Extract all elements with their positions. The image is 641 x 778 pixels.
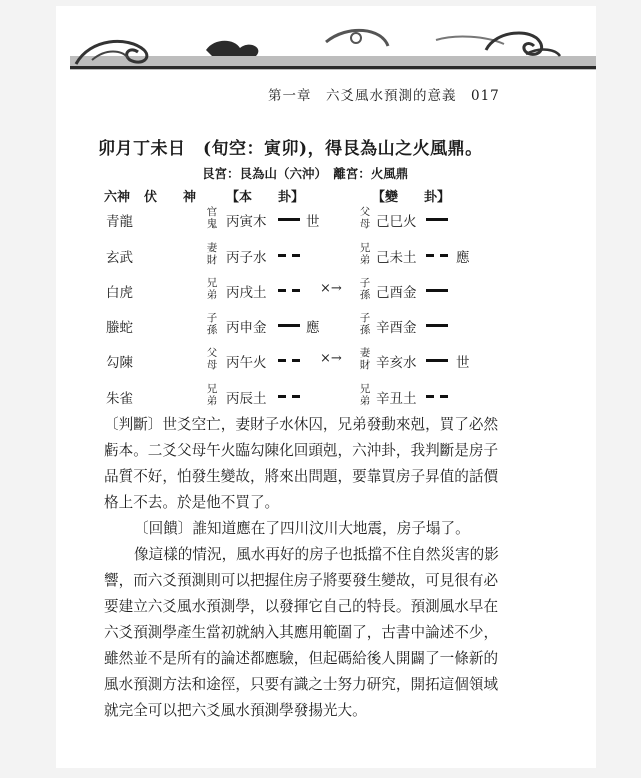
yang-line bbox=[426, 218, 448, 221]
paragraph-discussion: 像這樣的情況，風水再好的房子也抵擋不住自然災害的影響，而六爻預測則可以把握住房子將要發生變故，可見很有必要建立六爻風水預測學，以發揮它自己的特長。預測風水早在六爻預測學產生當初就納入其應用範圍了，古書中論述不少，雖然並不是所有的論述都應驗，但起碼給後人開闢了一條新的風水預測方法和途徑，只要有識之士努力研究，開拓這個領域就完全可以把六爻風水預測學發揚光大。 bbox=[104, 546, 499, 719]
header-main-hexagram: 【本 卦】 bbox=[226, 190, 305, 205]
header-fushen: 伏 神 bbox=[144, 190, 197, 205]
changed-branch: 己巳火 bbox=[376, 214, 417, 230]
moving-line-mark: ×→ bbox=[320, 351, 342, 366]
hexagram-row bbox=[0, 308, 641, 342]
paragraph-judgement: 〔判斷〕世爻空亡，妻財子水休囚，兄弟發動來剋，買了必然虧本。二爻父母午火臨勾陳化回頭剋，六沖卦，我判斷是房子品質不好，怕發生變故，將來出問題，要靠買房子昇值的話價格上不去。於是他不買了。 bbox=[104, 416, 499, 511]
case-title: 卯月丁未日 (旬空：寅卯)，得艮為山之火風鼎。 bbox=[98, 139, 483, 159]
kinship-label: 兄 弟 bbox=[206, 277, 218, 301]
kinship-label: 子 孫 bbox=[206, 312, 218, 336]
yin-line bbox=[278, 254, 300, 257]
kinship-label: 兄 弟 bbox=[359, 383, 371, 407]
six-god-label: 勾陳 bbox=[106, 355, 133, 371]
yin-line bbox=[278, 395, 300, 398]
decorative-cloud-header bbox=[56, 20, 596, 78]
six-god-label: 白虎 bbox=[106, 285, 133, 301]
palace-line: 艮宮：艮為山（六沖） 離宮：火風鼎 bbox=[202, 166, 409, 181]
kinship-label: 兄 弟 bbox=[206, 383, 218, 407]
yin-line bbox=[278, 359, 300, 362]
paragraph-feedback: 〔回饋〕誰知道應在了四川汶川大地震，房子塌了。 bbox=[134, 520, 470, 537]
six-god-label: 玄武 bbox=[106, 250, 133, 266]
kinship-label: 官 鬼 bbox=[206, 206, 218, 230]
changed-branch: 辛亥水 bbox=[376, 355, 417, 371]
yang-line bbox=[278, 324, 300, 327]
moving-line-mark: ×→ bbox=[320, 281, 342, 296]
hexagram-row bbox=[0, 238, 641, 272]
shi-ying-mark: 世 bbox=[456, 355, 470, 371]
changed-branch: 辛丑土 bbox=[376, 391, 417, 407]
kinship-label: 子 孫 bbox=[359, 312, 371, 336]
six-god-label: 螣蛇 bbox=[106, 320, 133, 336]
main-branch: 丙辰土 bbox=[226, 391, 267, 407]
main-branch: 丙午火 bbox=[226, 355, 267, 371]
shi-ying-mark: 世 bbox=[306, 214, 320, 230]
yang-line bbox=[426, 289, 448, 292]
changed-branch: 己未土 bbox=[376, 250, 417, 266]
yin-line bbox=[278, 289, 300, 292]
yang-line bbox=[426, 324, 448, 327]
hexagram-row bbox=[0, 273, 641, 307]
changed-branch: 己酉金 bbox=[376, 285, 417, 301]
shi-ying-mark: 應 bbox=[456, 250, 470, 266]
main-branch: 丙寅木 bbox=[226, 214, 267, 230]
hexagram-row bbox=[0, 343, 641, 377]
yang-line bbox=[426, 359, 448, 362]
main-branch: 丙戌土 bbox=[226, 285, 267, 301]
kinship-label: 妻 財 bbox=[206, 242, 218, 266]
hexagram-row bbox=[0, 202, 641, 236]
yin-line bbox=[426, 395, 448, 398]
changed-branch: 辛酉金 bbox=[376, 320, 417, 336]
kinship-label: 父 母 bbox=[206, 347, 218, 371]
shi-ying-mark: 應 bbox=[306, 320, 320, 336]
main-branch: 丙子水 bbox=[226, 250, 267, 266]
kinship-label: 妻 財 bbox=[359, 347, 371, 371]
header-changed-hexagram: 【變 卦】 bbox=[372, 190, 451, 205]
yin-line bbox=[426, 254, 448, 257]
kinship-label: 子 孫 bbox=[359, 277, 371, 301]
body-text bbox=[104, 412, 512, 724]
yang-line bbox=[278, 218, 300, 221]
header-six-gods: 六神 bbox=[104, 190, 131, 205]
kinship-label: 兄 弟 bbox=[359, 242, 371, 266]
six-god-label: 青龍 bbox=[106, 214, 133, 230]
running-head: 第一章 六爻風水預測的意義 017 bbox=[268, 88, 500, 104]
hexagram-row bbox=[0, 379, 641, 413]
six-god-label: 朱雀 bbox=[106, 391, 133, 407]
main-branch: 丙申金 bbox=[226, 320, 267, 336]
kinship-label: 父 母 bbox=[359, 206, 371, 230]
